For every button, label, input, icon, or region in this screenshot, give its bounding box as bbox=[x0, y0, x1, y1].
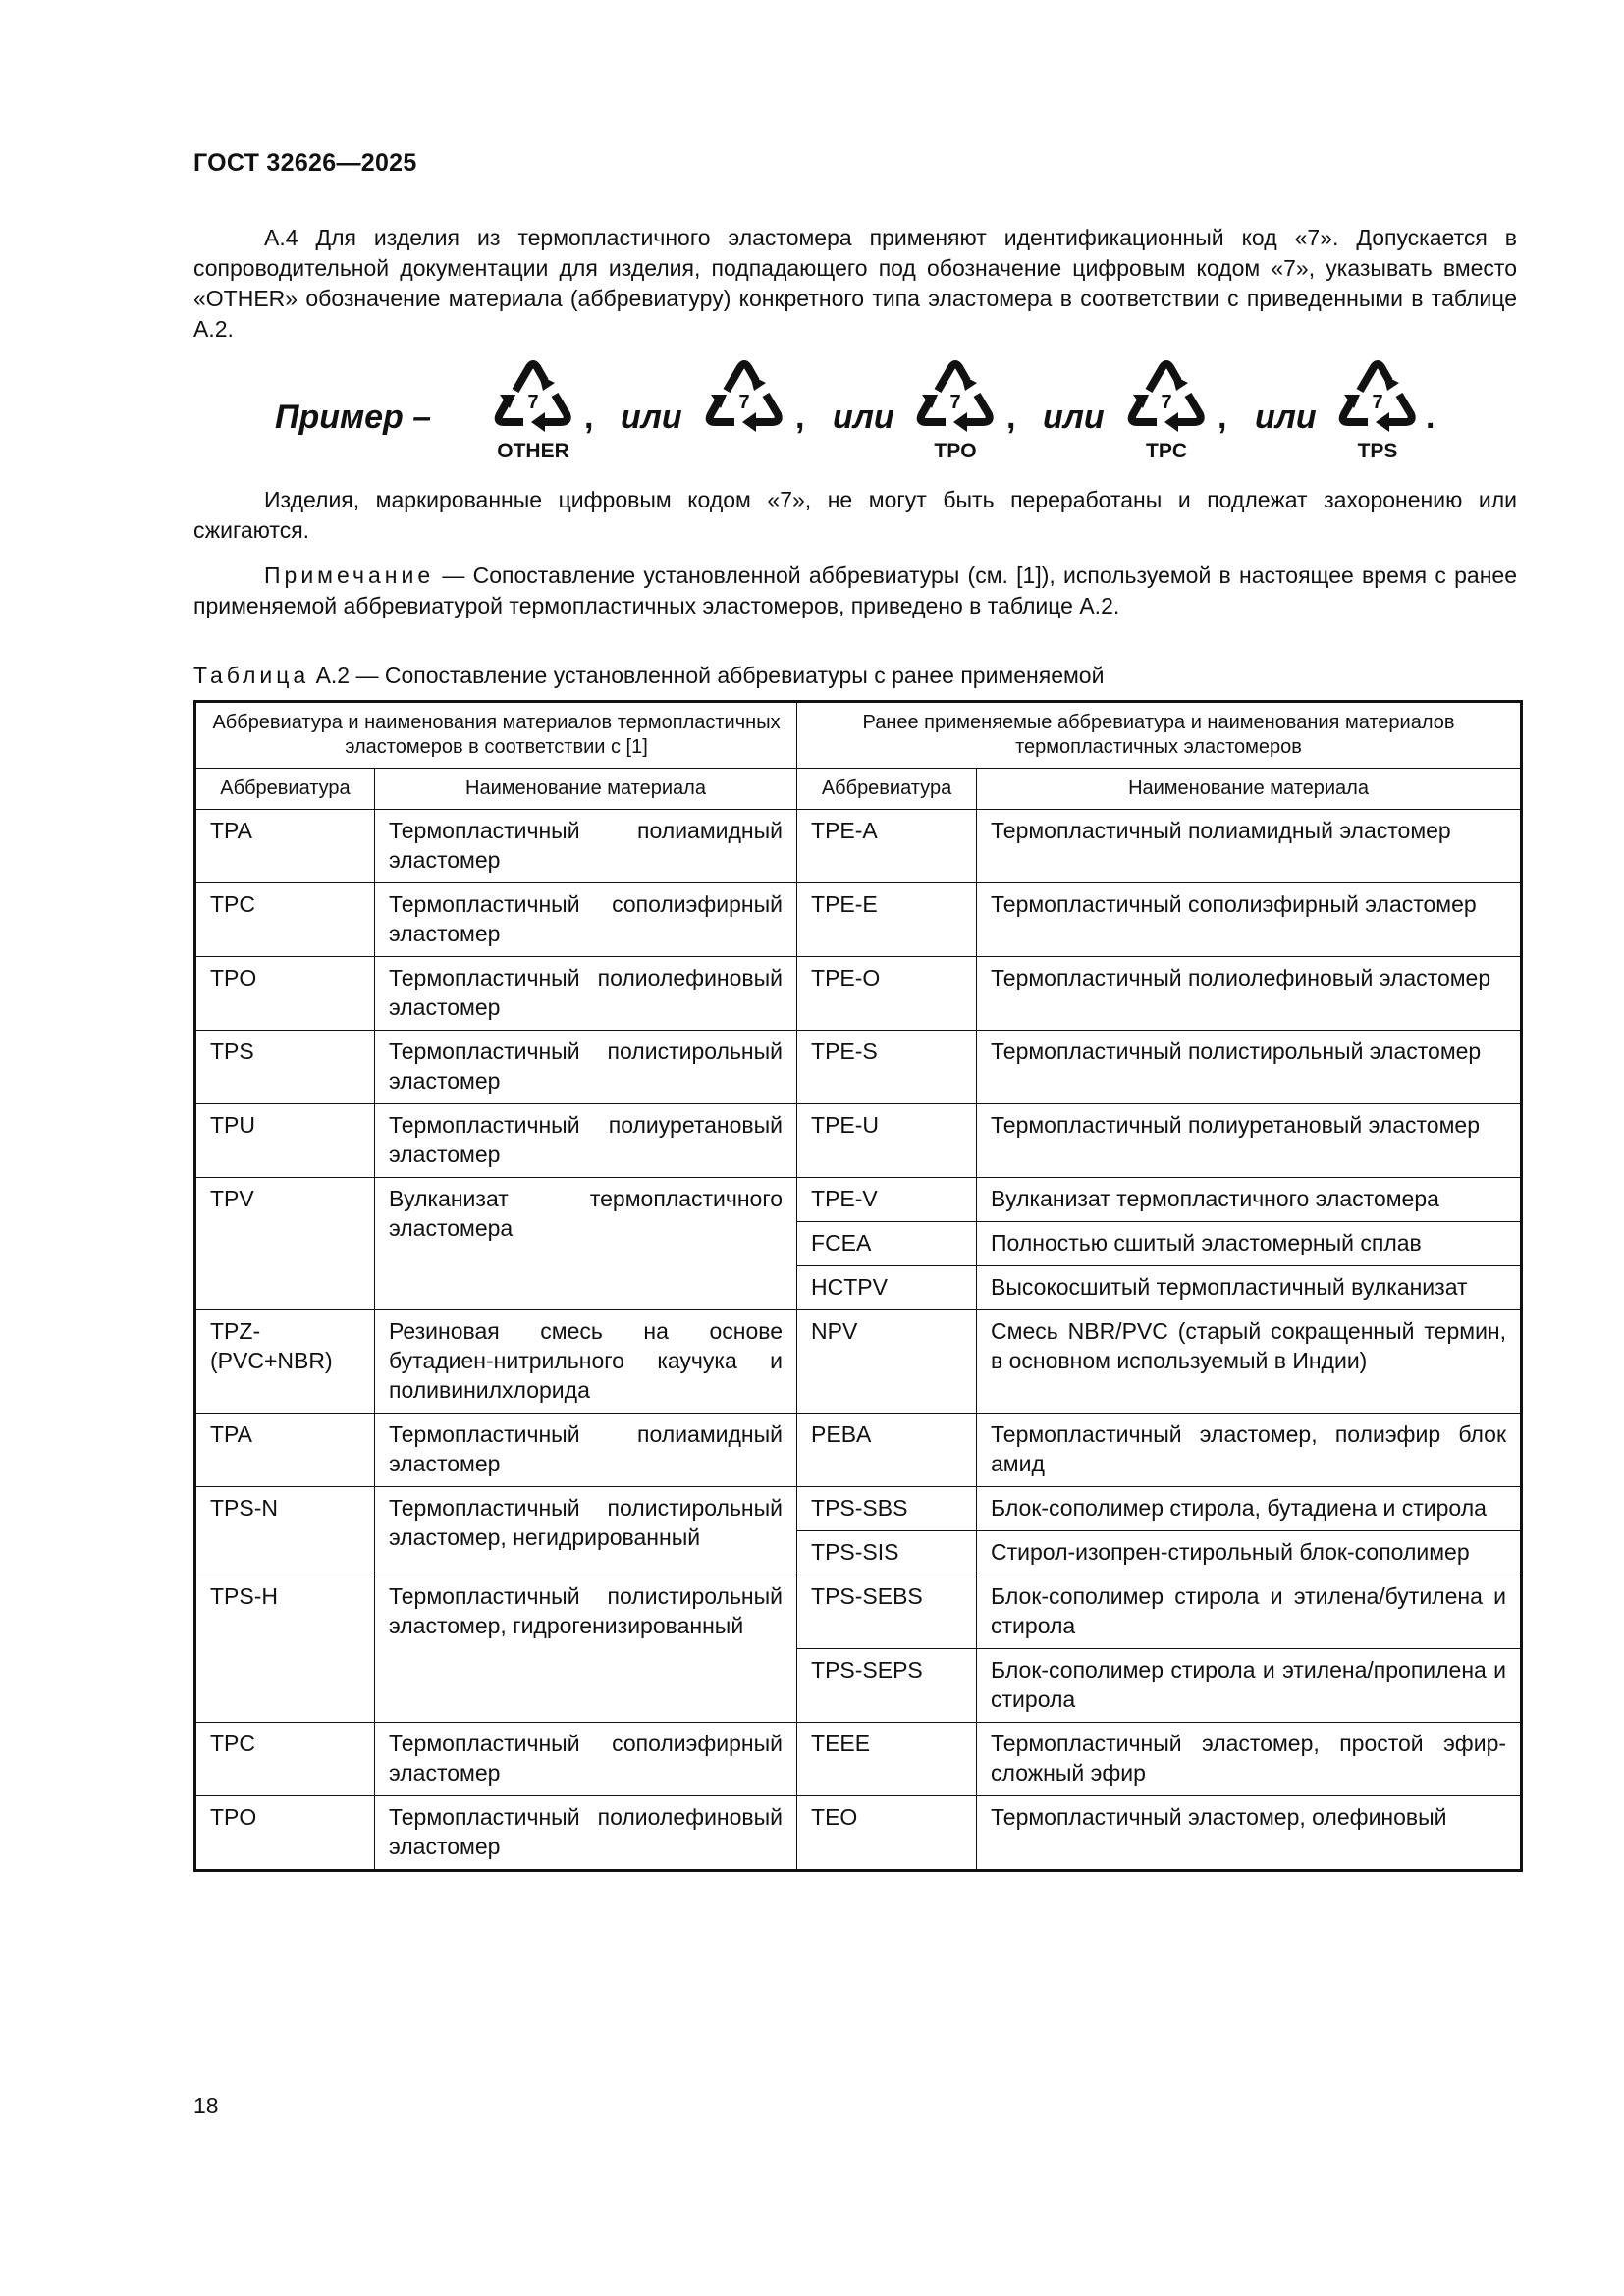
cell-old-abbr: TPE-S bbox=[797, 1031, 977, 1104]
table-row bbox=[195, 810, 1522, 883]
recycle-triangle-icon bbox=[697, 351, 791, 442]
table-column-header-row bbox=[195, 769, 1522, 810]
cell-old-abbr: TPE-E bbox=[797, 883, 977, 957]
cell-abbr: TPZ-(PVC+NBR) bbox=[195, 1310, 375, 1414]
note-text: — Сопоставление установленной аббревиатуры (см. [1]), используемой в настоящее время с ранее применяемой аббревиатурой термопластичных эластомеров, приведено в таблице А.2. bbox=[193, 562, 1517, 618]
cell-old-abbr: TPS-SEBS bbox=[797, 1575, 977, 1649]
symbol-number: 7 bbox=[949, 392, 961, 413]
table-row bbox=[195, 1796, 1522, 1871]
cell-name: Термопластичный полиамидный эластомер bbox=[375, 1414, 797, 1487]
cell-name: Термопластичный полиамидный эластомер bbox=[375, 810, 797, 883]
cell-old-abbr: TPE-O bbox=[797, 957, 977, 1031]
example-row bbox=[275, 351, 1453, 469]
cell-old-name: Термопластичный эластомер, олефиновый bbox=[977, 1796, 1522, 1871]
document-header: ГОСТ 32626—2025 bbox=[193, 149, 417, 177]
recycling-symbol-tpo bbox=[908, 351, 1002, 469]
cell-old-name: Термопластичный полиамидный эластомер bbox=[977, 810, 1522, 883]
cell-old-name: Термопластичный полиолефиновый эластомер bbox=[977, 957, 1522, 1031]
cell-old-name: Термопластичный эластомер, полиэфир блок амид bbox=[977, 1414, 1522, 1487]
example-comma: , bbox=[795, 399, 805, 436]
example-or: или bbox=[621, 399, 682, 436]
recycling-symbol-plain bbox=[697, 351, 791, 469]
cell-abbr: TPC bbox=[195, 1723, 375, 1796]
example-or: или bbox=[1043, 399, 1105, 436]
page-number: 18 bbox=[193, 2093, 219, 2118]
cell-abbr: TPV bbox=[195, 1178, 375, 1310]
cell-old-abbr: NPV bbox=[797, 1310, 977, 1414]
cell-old-name: Термопластичный полиуретановый эластомер bbox=[977, 1104, 1522, 1178]
cell-abbr: TPS-H bbox=[195, 1575, 375, 1723]
cell-abbr: TPC bbox=[195, 883, 375, 957]
symbol-number: 7 bbox=[1372, 392, 1383, 413]
symbol-number: 7 bbox=[1161, 392, 1172, 413]
cell-old-abbr: PEBA bbox=[797, 1414, 977, 1487]
cell-old-name: Высокосшитый термопластичный вулканизат bbox=[977, 1266, 1522, 1310]
example-comma: , bbox=[1218, 399, 1227, 436]
table-row bbox=[195, 1178, 1522, 1222]
cell-name: Вулканизат термопластичного эластомера bbox=[375, 1178, 797, 1310]
cell-name: Термопластичный полистирольный эластомер, негидрированный bbox=[375, 1487, 797, 1575]
table-row bbox=[195, 1487, 1522, 1531]
cell-abbr: TPA bbox=[195, 810, 375, 883]
symbol-number: 7 bbox=[738, 392, 750, 413]
col-header-abbr-current: Аббревиатура bbox=[195, 769, 375, 810]
cell-old-abbr: TEO bbox=[797, 1796, 977, 1871]
paragraph-note bbox=[193, 561, 1517, 621]
recycle-triangle-icon bbox=[486, 351, 580, 442]
table-row bbox=[195, 1031, 1522, 1104]
cell-old-name: Блок-сополимер стирола и этилена/пропилена и стирола bbox=[977, 1649, 1522, 1723]
cell-name: Термопластичный полиолефиновый эластомер bbox=[375, 957, 797, 1031]
table-row bbox=[195, 883, 1522, 957]
symbol-number: 7 bbox=[527, 392, 539, 413]
cell-abbr: TPS-N bbox=[195, 1487, 375, 1575]
table-row bbox=[195, 1575, 1522, 1649]
paragraph-disposal: Изделия, маркированные цифровым кодом «7», не могут быть переработаны и подлежат захоронению или сжигаются. bbox=[193, 487, 1517, 543]
example-label: Пример – bbox=[275, 399, 432, 436]
cell-name: Термопластичный полистирольный эластомер bbox=[375, 1031, 797, 1104]
example-comma: , bbox=[584, 399, 594, 436]
recycle-triangle-icon bbox=[1330, 351, 1425, 442]
cell-old-name: Термопластичный полистирольный эластомер bbox=[977, 1031, 1522, 1104]
cell-old-name: Термопластичный сополиэфирный эластомер bbox=[977, 883, 1522, 957]
cell-old-name: Блок-сополимер стирола и этилена/бутилена и стирола bbox=[977, 1575, 1522, 1649]
cell-old-name: Полностью сшитый эластомерный сплав bbox=[977, 1222, 1522, 1266]
cell-name: Резиновая смесь на основе бутадиен-нитрильного каучука и поливинилхлорида bbox=[375, 1310, 797, 1414]
cell-old-name: Вулканизат термопластичного эластомера bbox=[977, 1178, 1522, 1222]
cell-old-abbr: TPE-U bbox=[797, 1104, 977, 1178]
group-header-previous: Ранее применяемые аббревиатура и наименования материалов термопластичных эластомеров bbox=[797, 702, 1522, 769]
cell-old-name: Термопластичный эластомер, простой эфир-сложный эфир bbox=[977, 1723, 1522, 1796]
table-row bbox=[195, 1723, 1522, 1796]
cell-old-abbr: FCEA bbox=[797, 1222, 977, 1266]
example-period: . bbox=[1426, 399, 1435, 436]
cell-name: Термопластичный полиуретановый эластомер bbox=[375, 1104, 797, 1178]
recycle-triangle-icon bbox=[1119, 351, 1214, 442]
symbol-code: TPO bbox=[934, 440, 977, 462]
cell-abbr: TPO bbox=[195, 957, 375, 1031]
col-header-name-current: Наименование материала bbox=[375, 769, 797, 810]
cell-old-name: Блок-сополимер стирола, бутадиена и стирола bbox=[977, 1487, 1522, 1531]
note-label: Примечание bbox=[264, 562, 435, 588]
caption-text: А.2 — Сопоставление установленной аббревиатуры с ранее применяемой bbox=[309, 663, 1105, 688]
table-group-header-row bbox=[195, 702, 1522, 769]
symbol-code: TPS bbox=[1357, 440, 1398, 462]
cell-name: Термопластичный сополиэфирный эластомер bbox=[375, 1723, 797, 1796]
table-row bbox=[195, 1310, 1522, 1414]
table-row bbox=[195, 1414, 1522, 1487]
cell-abbr: TPA bbox=[195, 1414, 375, 1487]
cell-abbr: TPS bbox=[195, 1031, 375, 1104]
recycling-symbol-other bbox=[486, 351, 580, 469]
paragraph-a4: А.4 Для изделия из термопластичного эластомера применяют идентификационный код «7». Допускается в сопроводительной документации для изделия, подпадающего под обозначение цифровым кодом «7», указывать вместо «OTHER» обозначение материала (аббревиатуру) конкретного типа эластомера в соответствии с приведенными в таблице А.2. bbox=[193, 225, 1517, 342]
cell-old-name: Стирол-изопрен-стирольный блок-сополимер bbox=[977, 1531, 1522, 1575]
cell-old-abbr: TPS-SIS bbox=[797, 1531, 977, 1575]
cell-old-abbr: TPE-V bbox=[797, 1178, 977, 1222]
cell-name: Термопластичный полистирольный эластомер, гидрогенизированный bbox=[375, 1575, 797, 1723]
recycling-symbol-tps bbox=[1330, 351, 1425, 469]
cell-old-abbr: TPE-A bbox=[797, 810, 977, 883]
cell-old-name: Смесь NBR/PVC (старый сокращенный термин, в основном используемый в Индии) bbox=[977, 1310, 1522, 1414]
caption-label: Таблица bbox=[193, 663, 310, 688]
cell-old-abbr: TPS-SEPS bbox=[797, 1649, 977, 1723]
col-header-abbr-previous: Аббревиатура bbox=[797, 769, 977, 810]
cell-old-abbr: HCTPV bbox=[797, 1266, 977, 1310]
cell-name: Термопластичный сополиэфирный эластомер bbox=[375, 883, 797, 957]
example-or: или bbox=[833, 399, 894, 436]
cell-old-abbr: TPS-SBS bbox=[797, 1487, 977, 1531]
group-header-current: Аббревиатура и наименования материалов термопластичных эластомеров в соответствии с [1] bbox=[195, 702, 797, 769]
example-comma: , bbox=[1006, 399, 1016, 436]
recycle-triangle-icon bbox=[908, 351, 1002, 442]
table-row bbox=[195, 1104, 1522, 1178]
cell-old-abbr: TEEE bbox=[797, 1723, 977, 1796]
recycling-symbol-tpc bbox=[1119, 351, 1214, 469]
cell-abbr: TPO bbox=[195, 1796, 375, 1871]
abbreviation-table bbox=[193, 700, 1523, 1872]
table-caption bbox=[193, 663, 1104, 689]
cell-abbr: TPU bbox=[195, 1104, 375, 1178]
table-row bbox=[195, 957, 1522, 1031]
col-header-name-previous: Наименование материала bbox=[977, 769, 1522, 810]
cell-name: Термопластичный полиолефиновый эластомер bbox=[375, 1796, 797, 1871]
example-or: или bbox=[1255, 399, 1317, 436]
symbol-code: TPC bbox=[1146, 440, 1187, 462]
symbol-code: OTHER bbox=[497, 440, 569, 462]
